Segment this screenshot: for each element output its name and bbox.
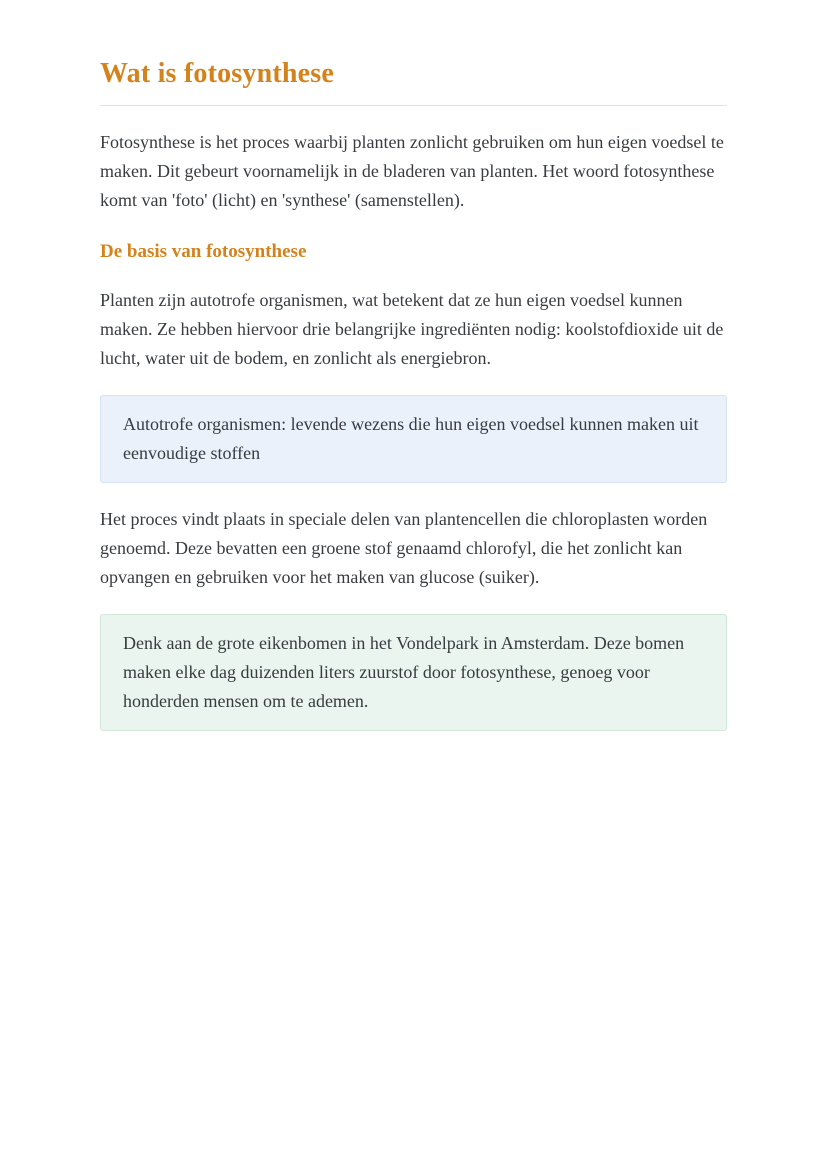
section-paragraph: Planten zijn autotrofe organismen, wat betekent dat ze hun eigen voedsel kunnen maken. Ze hebben hiervoor drie belangrijke ingrediënten nodig: koolstofdioxide uit de lucht, water uit de bodem, en zonlicht als energiebron. xyxy=(100,289,724,368)
intro-paragraph: Fotosynthese is het proces waarbij planten zonlicht gebruiken om hun eigen voedsel te maken. Dit gebeurt voornamelijk in de bladeren van planten. Het woord fotosynthese komt van 'foto' (licht) en 'synthese' (samenstellen). xyxy=(100,132,724,210)
article-page xyxy=(100,0,727,731)
example-callout-box xyxy=(100,614,727,731)
title-divider xyxy=(100,105,727,106)
definition-callout-text: Autotrofe organismen: levende wezens die hun eigen voedsel kunnen maken uit eenvoudige stoffen xyxy=(123,413,699,463)
example-callout-text: Denk aan de grote eikenbomen in het Vondelpark in Amsterdam. Deze bomen maken elke dag duizenden liters zuurstof door fotosynthese, genoeg voor honderden mensen om te ademen. xyxy=(123,632,685,711)
section-heading-basis: De basis van fotosynthese xyxy=(100,241,307,262)
page-title: Wat is fotosynthese xyxy=(100,58,335,89)
definition-callout-box xyxy=(100,395,727,483)
chloroplast-paragraph: Het proces vindt plaats in speciale delen van plantencellen die chloroplasten worden genoemd. Deze bevatten een groene stof genaamd chlorofyl, die het zonlicht kan opvangen en gebruiken voor het maken van glucose (suiker). xyxy=(100,508,708,587)
